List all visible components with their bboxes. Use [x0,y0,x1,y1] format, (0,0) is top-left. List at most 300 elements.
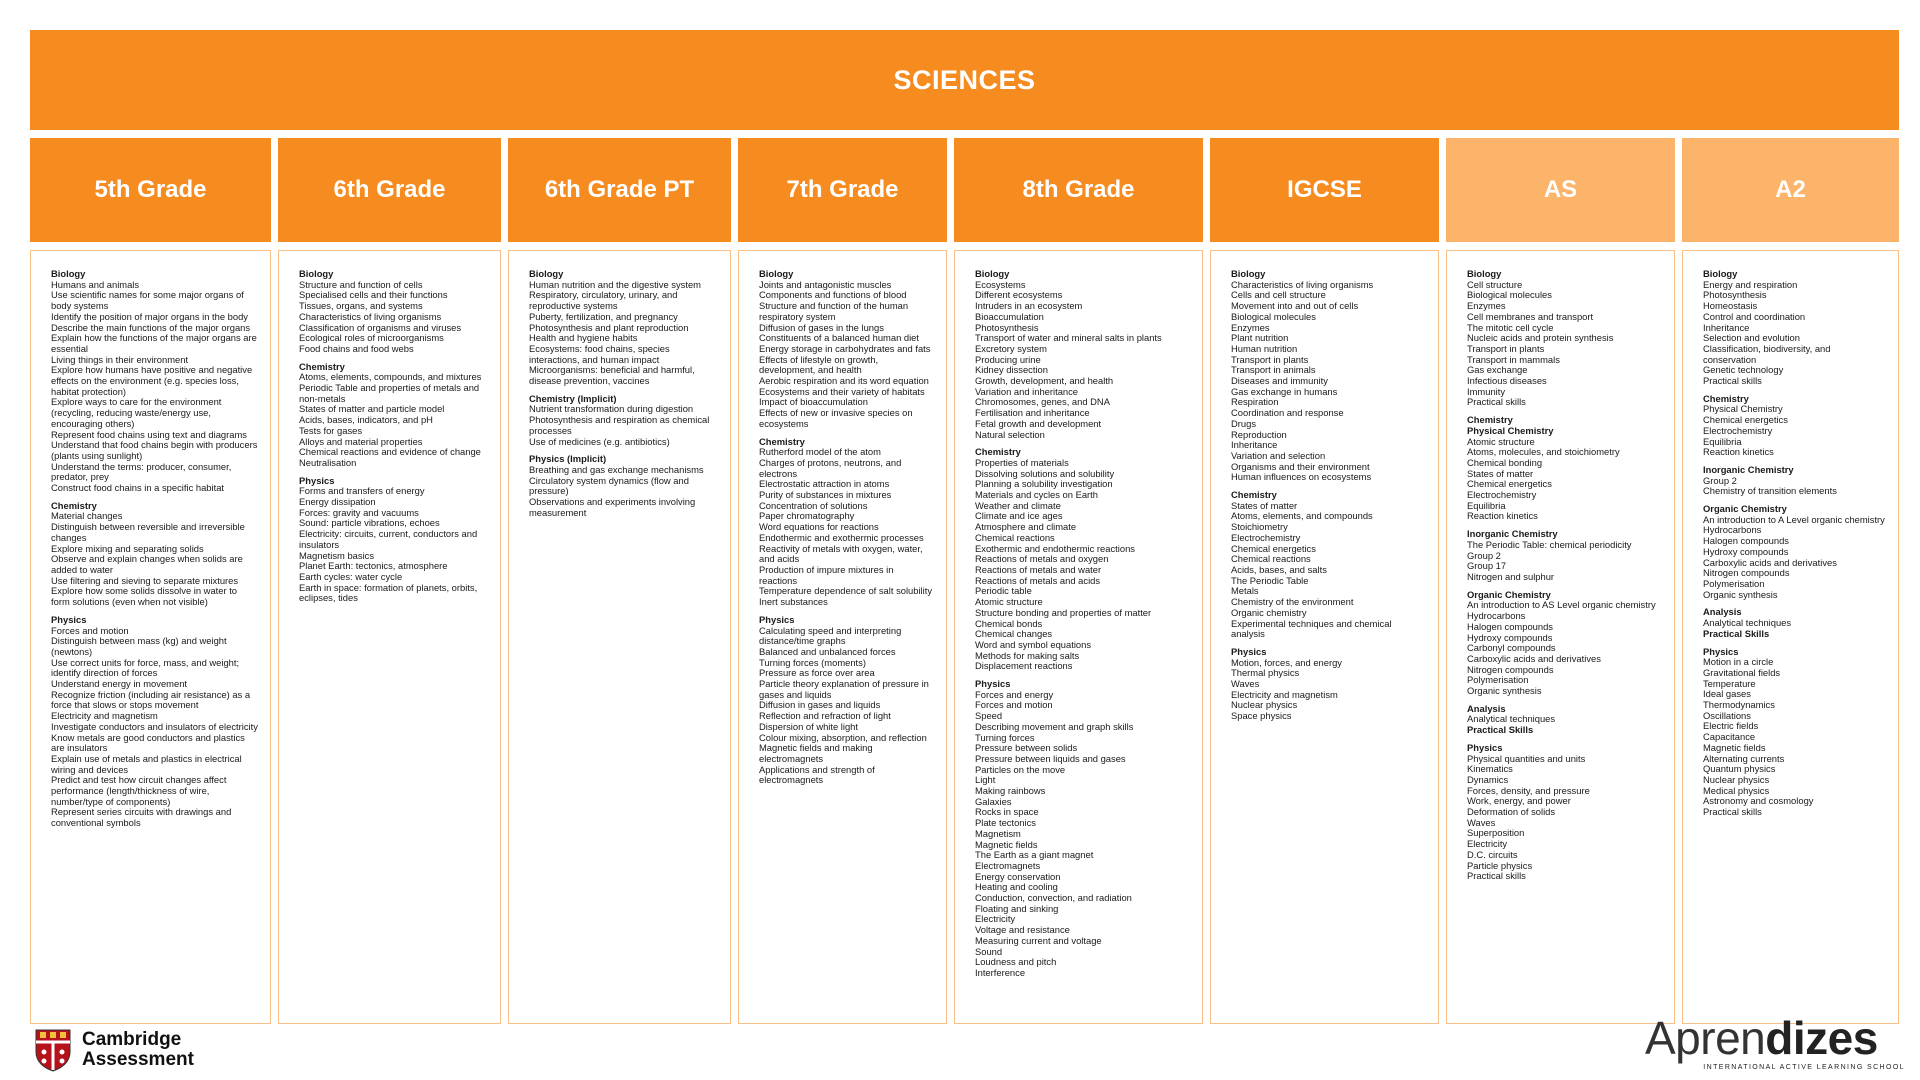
topic-item: Capacitance [1703,731,1756,743]
topic-item: Nitrogen compounds [1703,567,1790,579]
topic-item: Coordination and response [1231,407,1344,419]
topic-item: Describing movement and graph skills [975,720,1134,732]
topic-item: Atomic structure [975,596,1043,608]
topic-item: Chromosomes, genes, and DNA [975,396,1110,408]
topic-item: Electricity and magnetism [51,710,158,722]
topic-item: Joints and antagonistic muscles [759,278,892,290]
subject-section [299,362,488,469]
topic-item: Forces and motion [51,624,129,636]
topic-item: Kinematics [1467,763,1513,775]
topic-item: Investigate conductors and insulators of electricity [51,720,258,732]
topic-item: Exothermic and endothermic reactions [975,542,1135,554]
grade-column [1682,250,1899,1024]
grade-header: IGCSE [1210,138,1439,242]
section-title: Biology [1703,268,1738,279]
topic-item: Space physics [1231,710,1292,722]
grade-column [954,250,1203,1024]
topic-item: Paper chromatography [759,510,855,522]
topic-item: Puberty, fertilization, and pregnancy [529,310,678,322]
subject-section [759,437,934,608]
subject-section [759,269,934,430]
section-title: Physics [51,613,87,625]
topic-item: Acids, bases, and salts [1231,563,1327,575]
topic-item: Dynamics [1467,773,1509,785]
topic-item: Conduction, convection, and radiation [975,892,1132,904]
section-title: Physics [759,613,795,625]
subject-section [1231,647,1426,722]
topic-item: Acids, bases, indicators, and pH [299,414,433,426]
topic-item: Group 2 [1467,549,1501,561]
topic-item: Practical Skills [1703,627,1770,639]
topic-item: Variation and selection [1231,449,1326,461]
topic-item: Respiration [1231,396,1279,408]
topic-item: Particle theory explanation of pressure in gases and liquids [759,678,929,700]
topic-item: Photosynthesis and plant reproduction [529,321,689,333]
topic-item: Hydrocarbons [1703,524,1762,536]
subject-section [1703,465,1886,497]
topic-item: Nitrogen and sulphur [1467,570,1555,582]
topic-item: Properties of materials [975,456,1069,468]
topic-item: Analytical techniques [1467,713,1556,725]
topic-item: Ecosystems and their variety of habitats [759,385,925,397]
topic-item: Gas exchange [1467,364,1528,376]
topic-item: Reproduction [1231,428,1287,440]
topic-item: Reactions of metals and water [975,563,1102,575]
topic-item: D.C. circuits [1467,848,1518,860]
topic-item: Thermodynamics [1703,699,1775,711]
topic-item: Experimental techniques and chemical analysis [1231,617,1392,640]
topic-item: Chemistry of the environment [1231,596,1354,608]
topic-item: Group 2 [1703,474,1737,486]
grade-header: 6th Grade PT [508,138,731,242]
subject-section [759,615,934,786]
aprendizes-logo [1645,1014,1905,1078]
topic-item: Balanced and unbalanced forces [759,645,896,657]
subject-section [529,269,718,387]
topic-item: Excretory system [975,342,1047,354]
topic-item: Nucleic acids and protein synthesis [1467,332,1614,344]
topic-item: Kidney dissection [975,364,1048,376]
topic-item: Represent series circuits with drawings and conventional symbols [51,806,232,829]
subject-section [1703,647,1886,818]
topic-item: Production of impure mixtures in reactions [759,563,894,586]
topic-item: Chemical energetics [1703,414,1788,426]
topic-item: Pressure between solids [975,742,1078,754]
topic-item: Superposition [1467,827,1525,839]
section-title: Chemistry [51,499,97,511]
topic-item: Electric fields [1703,720,1759,732]
topic-item: Classification, biodiversity, and conservation [1703,342,1831,365]
topic-item: Energy storage in carbohydrates and fats [759,342,931,354]
subject-section [1467,269,1662,408]
topic-item: Reactions of metals and acids [975,574,1101,586]
topic-item: Cell membranes and transport [1467,310,1594,322]
grade-header: 7th Grade [738,138,947,242]
topic-item: Structure and function of the human respiratory system [759,300,909,322]
topic-item: Applications and strength of electromagnets [759,763,875,786]
topic-item: Plant nutrition [1231,332,1289,344]
topic-item: Displacement reactions [975,660,1073,672]
grade-column [738,250,947,1024]
topic-item: Homeostasis [1703,300,1758,312]
topic-item: Bioaccumulation [975,310,1044,322]
topic-item: Turning forces (moments) [759,656,866,668]
topic-item: Medical physics [1703,784,1770,796]
topic-item: Organic synthesis [1703,588,1778,600]
topic-item: Observe and explain changes when solids are added to water [51,553,243,575]
topic-item: Tissues, organs, and systems [299,300,423,312]
topic-item: Light [975,774,996,786]
topic-item: Deformation of solids [1467,806,1556,818]
topic-item: An introduction to A Level organic chemistry [1703,513,1885,525]
topic-item: Practical skills [1703,375,1762,387]
topic-item: Inheritance [1703,321,1750,333]
grade-column [1210,250,1439,1024]
section-title: Biology [299,268,334,279]
topic-item: Rocks in space [975,806,1039,818]
section-title: Analysis [1467,702,1506,714]
topic-item: Motion, forces, and energy [1231,656,1342,668]
section-title: Biology [51,268,86,279]
topic-item: Oscillations [1703,709,1751,721]
topic-item: Group 17 [1467,560,1507,572]
section-title: Chemistry [1703,392,1749,404]
topic-item: Forms and transfers of energy [299,485,425,497]
grade-column [30,250,271,1024]
topic-item: Forces and motion [975,699,1053,711]
subject-section [51,269,258,494]
topic-item: Galaxies [975,795,1012,807]
topic-item: Reaction kinetics [1467,510,1538,522]
topic-item: Stoichiometry [1231,521,1288,533]
topic-item: Temperature dependence of salt solubility [759,585,933,597]
topic-item: Chemistry of transition elements [1703,485,1837,497]
section-title: Biology [759,268,794,279]
topic-item: Sound [975,945,1003,957]
topic-item: Human nutrition [1231,342,1298,354]
subject-section [1467,743,1662,882]
subject-section [51,501,258,608]
subject-section [1231,490,1426,640]
topic-item: Use scientific names for some major organs of body systems [51,289,244,312]
topic-item: Chemical bonds [975,617,1043,629]
topic-item: The Periodic Table [1231,574,1309,586]
topic-item: Thermal physics [1231,667,1300,679]
topic-item: Diseases and immunity [1231,375,1328,387]
topic-item: Observations and experiments involving measurement [529,496,696,518]
topic-item: Control and coordination [1703,310,1806,322]
topic-item: Magnetic fields [1703,741,1766,753]
topic-item: Movement into and out of cells [1231,300,1359,312]
topic-item: Breathing and gas exchange mechanisms [529,463,704,475]
topic-item: Explore ways to care for the environment (recycling, reducing waste/energy use, encouraging others) [51,396,222,429]
topic-item: Polymerisation [1467,674,1529,686]
topic-item: Neutralisation [299,456,357,468]
topic-item: Earth cycles: water cycle [299,570,403,582]
topic-item: Nuclear physics [1231,699,1298,711]
topic-item: Variation and inheritance [975,385,1079,397]
topic-item: Infectious diseases [1467,375,1547,387]
aprendizes-tagline: INTERNATIONAL ACTIVE LEARNING SCHOOL [1703,1064,1905,1071]
topic-item: Astronomy and cosmology [1703,795,1814,807]
topic-item: Distinguish between reversible and irreversible changes [51,521,245,543]
topic-item: Halogen compounds [1467,620,1553,632]
topic-item: States of matter [1231,499,1298,511]
topic-item: Natural selection [975,428,1045,440]
topic-item: Impact of bioaccumulation [759,396,868,408]
grade-header: 6th Grade [278,138,501,242]
topic-item: Word and symbol equations [975,638,1092,650]
section-title: Biology [529,268,564,279]
topic-item: Biological molecules [1467,289,1552,301]
topic-item: Drugs [1231,417,1257,429]
topic-item: States of matter [1467,467,1534,479]
grade-column [1446,250,1675,1024]
topic-item: Biological molecules [1231,310,1316,322]
topic-item: Methods for making salts [975,649,1080,661]
banner-title: SCIENCES [893,64,1036,95]
topic-item: Colour mixing, absorption, and reflection [759,731,927,743]
section-title: Inorganic Chemistry [1467,528,1558,540]
topic-item: Transport in mammals [1467,353,1560,365]
section-title: Physics [1467,741,1503,753]
topic-item: Electricity: circuits, current, conductors and insulators [299,528,478,550]
topic-item: Food chains and food webs [299,342,414,354]
subject-section [1703,607,1886,639]
topic-item: Floating and sinking [975,902,1059,914]
topic-item: Hydroxy compounds [1467,631,1553,643]
topic-item: Represent food chains using text and diagrams [51,428,247,440]
topic-item: Inheritance [1231,439,1278,451]
grade-header-row [0,138,1920,243]
topic-item: Carboxylic acids and derivatives [1467,652,1601,664]
topic-item: Human nutrition and the digestive system [529,278,701,290]
section-title: Organic Chemistry [1467,588,1551,600]
subject-section [1467,415,1662,522]
cambridge-crest-icon [34,1028,72,1072]
topic-item: Periodic Table and properties of metals and non-metals [299,382,480,404]
topic-item: Health and hygiene habits [529,332,638,344]
topic-item: Atomic structure [1467,435,1535,447]
subject-section [1467,529,1662,583]
topic-item: Carbonyl compounds [1467,642,1556,654]
subject-section [975,269,1190,440]
topic-item: Constituents of a balanced human diet [759,332,920,344]
topic-item: Turning forces [975,731,1035,743]
topic-item: Word equations for reactions [759,521,879,533]
topic-item: Explain use of metals and plastics in electrical wiring and devices [51,752,242,775]
topic-item: Nitrogen compounds [1467,663,1554,675]
topic-item: Distinguish between mass (kg) and weight (newtons) [51,635,227,657]
topic-item: Purity of substances in mixtures [759,489,892,501]
section-title: Chemistry (Implicit) [529,392,617,404]
topic-item: Enzymes [1467,300,1506,312]
topic-item: Transport in plants [1467,342,1545,354]
topic-item: Characteristics of living organisms [299,310,442,322]
topic-item: Inert substances [759,596,828,608]
topic-item: Explore how some solids dissolve in water to form solutions (even when not visible) [51,585,238,608]
topic-item: Material changes [51,510,123,522]
topic-item: Hydrocarbons [1467,610,1526,622]
topic-item: Explore how humans have positive and negative effects on the environment (e.g. species loss, habitat protection) [51,364,253,397]
topic-item: Carboxylic acids and derivatives [1703,556,1837,568]
section-title: Biology [975,268,1010,279]
topic-item: Magnetism [975,827,1021,839]
topic-item: Climate and ice ages [975,510,1063,522]
topic-item: Electromagnets [975,859,1041,871]
topic-item: Selection and evolution [1703,332,1800,344]
topic-item: Forces and energy [975,688,1054,700]
topic-item: Organic chemistry [1231,606,1307,618]
topic-item: Sound: particle vibrations, echoes [299,517,440,529]
topic-item: Chemical energetics [1467,478,1552,490]
aprendizes-wordmark [1645,1014,1905,1062]
topic-item: Dissolving solutions and solubility [975,467,1115,479]
topic-item: Planning a solubility investigation [975,478,1113,490]
topic-item: Fertilisation and inheritance [975,407,1090,419]
topic-item: Construct food chains in a specific habitat [51,482,225,494]
topic-item: Transport of water and mineral salts in plants [975,332,1162,344]
topic-item: Work, energy, and power [1467,795,1571,807]
topic-item: Chemical bonding [1467,456,1543,468]
topic-item: Chemical reactions and evidence of change [299,446,481,458]
topic-item: The Earth as a giant magnet [975,849,1094,861]
cambridge-line2: Assessment [82,1049,194,1070]
subject-section [1703,269,1886,387]
topic-item: Analytical techniques [1703,617,1792,629]
topic-item: Physical Chemistry [1703,403,1783,415]
topic-item: Intruders in an ecosystem [975,300,1083,312]
topic-item: Transport in animals [1231,364,1316,376]
subject-section [299,476,488,604]
topic-item: Forces: gravity and vacuums [299,506,419,518]
topic-item: Chemical reactions [1231,553,1311,565]
grade-column [508,250,731,1024]
topic-item: Understand energy in movement [51,678,188,690]
topic-item: The mitotic cell cycle [1467,321,1554,333]
topic-item: Explain how the functions of the major organs are essential [51,332,257,354]
topic-item: Dispersion of white light [759,720,859,732]
topic-item: Reactions of metals and oxygen [975,553,1109,565]
topic-item: Magnetic fields [975,838,1038,850]
topic-item: Nuclear physics [1703,773,1770,785]
topic-item: Waves [1231,678,1260,690]
topic-item: Interference [975,967,1026,978]
topic-item: Components and functions of blood [759,289,907,301]
topic-item: Living things in their environment [51,353,189,365]
topic-item: Atoms, elements, compounds, and mixtures [299,371,482,383]
subject-section [1703,504,1886,600]
section-title: Physics [975,678,1011,690]
topic-item: Photosynthesis [975,321,1039,333]
topic-item: Ideal gases [1703,688,1751,700]
topic-item: Materials and cycles on Earth [975,489,1098,501]
topic-item: Measuring current and voltage [975,934,1102,946]
topic-item: Humans and animals [51,278,140,290]
section-title: Physics [299,474,335,486]
topic-item: Structure and function of cells [299,278,423,290]
aprendizes-part-b: dizes [1765,1012,1878,1064]
topic-item: Particle physics [1467,859,1533,871]
topic-item: Growth, development, and health [975,375,1114,387]
topic-item: Gas exchange in humans [1231,385,1338,397]
section-title: Organic Chemistry [1703,503,1787,515]
topic-item: Concentration of solutions [759,499,868,511]
grade-column [278,250,501,1024]
grade-header: 8th Grade [954,138,1203,242]
topic-item: Energy and respiration [1703,278,1798,290]
topic-item: Cells and cell structure [1231,289,1326,301]
grade-header: AS [1446,138,1675,242]
subject-section [51,615,258,829]
topic-item: Plate tectonics [975,817,1036,829]
topic-item: Circulatory system dynamics (flow and pressure) [529,474,689,497]
topic-item: Tests for gases [299,424,363,436]
topic-item: Rutherford model of the atom [759,446,881,458]
topic-item: Genetic technology [1703,364,1784,376]
topic-item: Predict and test how circuit changes affect performance (length/thickness of wire, number/type of components) [51,774,227,807]
subject-section [1231,269,1426,483]
topic-item: Loudness and pitch [975,956,1057,968]
topic-item: Magnetic fields and making electromagnets [759,742,873,764]
topic-item: Charges of protons, neutrons, and electrons [759,456,902,479]
grade-header: A2 [1682,138,1899,242]
topic-item: Reaction kinetics [1703,446,1774,458]
topic-item: Practical skills [1703,806,1762,818]
topic-item: Atoms, elements, and compounds [1231,510,1373,522]
section-title: Chemistry [975,446,1021,458]
topic-item: Equilibria [1703,435,1742,447]
topic-item: Equilibria [1467,499,1506,511]
topic-item: Metals [1231,585,1259,597]
topic-item: Speed [975,710,1003,722]
topic-item: Cell structure [1467,278,1523,290]
section-title: Analysis [1703,606,1742,618]
section-title: Physics [1703,645,1739,657]
topic-item: Earth in space: formation of planets, orbits, eclipses, tides [299,581,478,604]
topic-item: Particles on the move [975,763,1066,775]
topic-item: Polymerisation [1703,577,1765,589]
topic-item: Immunity [1467,385,1506,397]
topic-item: Electricity [975,913,1016,925]
section-title: Physics [1231,645,1267,657]
topic-item: Practical skills [1467,870,1526,882]
topic-item: Structure bonding and properties of matter [975,606,1152,618]
topic-item: Diffusion of gases in the lungs [759,321,884,333]
topic-item: Calculating speed and interpreting distance/time graphs [759,624,902,647]
topic-item: Physical Chemistry [1467,424,1554,436]
topic-item: Microorganisms: beneficial and harmful, disease prevention, vaccines [529,364,695,387]
topic-item: Motion in a circle [1703,656,1774,668]
section-title: Biology [1467,268,1502,279]
subject-section [1703,394,1886,458]
topic-item: Describe the main functions of the major organs [51,321,251,333]
topic-item: Physical quantities and units [1467,752,1586,764]
topic-item: Forces, density, and pressure [1467,784,1590,796]
section-title: Biology [1231,268,1266,279]
aprendizes-part-a: Apren [1645,1012,1766,1064]
topic-item: Use filtering and sieving to separate mixtures [51,574,239,586]
subject-section [529,454,718,518]
topic-item: Aerobic respiration and its word equation [759,375,929,387]
section-title: Chemistry [1231,489,1277,501]
sciences-banner [30,30,1899,130]
topic-item: Quantum physics [1703,763,1776,775]
section-title: Inorganic Chemistry [1703,463,1794,475]
topic-item: Specialised cells and their functions [299,289,448,301]
topic-item: An introduction to AS Level organic chemistry [1467,599,1656,611]
topic-item: Photosynthesis [1703,289,1767,301]
